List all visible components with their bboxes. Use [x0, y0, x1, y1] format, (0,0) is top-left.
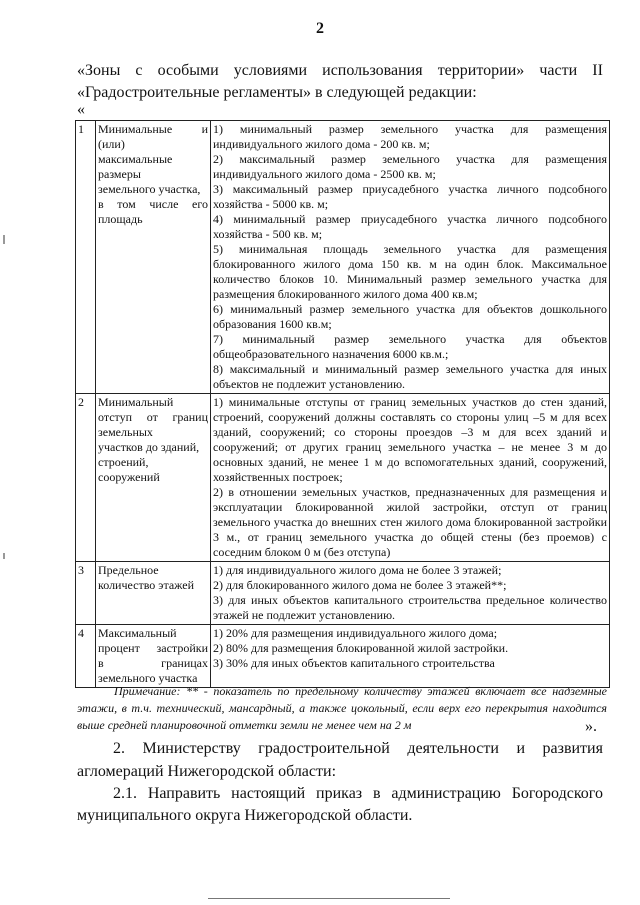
clause-word: 2.1.: [113, 785, 137, 802]
intro-line-2: «Градостроительные регламенты» в следующей редакции:: [77, 84, 477, 101]
footnote: Примечание: ** - показатель по предельному количеству этажей включает все надземные этажи, в т.ч. технический, мансардный, а также цокольный, если верх его перекрытия находится выше средней планировочной отметки земли не менее чем на 2 м: [77, 684, 607, 732]
clause-word: в: [372, 785, 381, 802]
parameter-line: строений,: [98, 455, 149, 469]
clause-word: Направить: [147, 785, 221, 802]
value-cell: [211, 562, 610, 625]
parameter-cell: [96, 394, 211, 562]
list-item: 3) для иных объектов капитального строительства предельное количество этажей не подлежит установлению.: [213, 593, 607, 622]
list-item: 4) минимальный размер приусадебного участка личного подсобного хозяйства - 500 кв. м;: [213, 212, 607, 241]
clause-2-line-1: [113, 738, 603, 760]
list-item: 5) минимальная площадь земельного участка для размещения блокированного жилого дома 150 кв. м на один блок. Максимальное количество блоков 10. Минимальный размер земельного участка для размещения блокированного жилого дома 400 кв.м;: [213, 242, 607, 301]
table-row: [76, 394, 610, 562]
parameter-line: количество этажей: [98, 578, 195, 592]
margin-mark: [3, 235, 5, 244]
parameter-line: в границах: [98, 656, 208, 670]
intro-word: использования: [322, 62, 423, 79]
table-row: [76, 562, 610, 625]
regulations-table: [75, 120, 610, 688]
clause-2-1-line-1: [113, 783, 603, 805]
list-item: 7) минимальный размер земельного участка для объектов общеобразовательного назначения 6000 кв.м.;: [213, 332, 607, 361]
parameter-line: Минимальный: [98, 395, 174, 409]
row-number: 2: [76, 394, 96, 562]
clause-word: приказ: [316, 785, 363, 802]
parameter-line: земельных: [98, 425, 153, 439]
clause-2-line-2: агломераций Нижегородской области:: [77, 763, 337, 780]
value-cell: [211, 394, 610, 562]
parameter-line: (или): [98, 137, 125, 151]
parameter-line: земельного участка,: [98, 182, 201, 196]
value-cell: [211, 121, 610, 394]
list-item: 2) для блокированного жилого дома не более 3 этажей**;: [213, 578, 507, 592]
parameter-cell: [96, 625, 211, 688]
list-item: 6) минимальный размер земельного участка для объектов дошкольного образования 1600 кв.м;: [213, 302, 607, 331]
clause-word: градостроительной: [258, 740, 390, 757]
parameter-line: участков до зданий,: [98, 440, 200, 454]
page-number: 2: [316, 20, 324, 37]
list-item: 2) в отношении земельных участков, предназначенных для размещения и эксплуатации блокированной жилой застройки, отступ от границ земельного участка до внешних стен жилого дома блокированной застройки 3 м., от границ земельного участка до общей стены (без проемов) с соседним блоком 0 м (без отступа): [213, 485, 607, 559]
list-item: 3) максимальный размер приусадебного участка личного подсобного хозяйства - 5000 кв. м;: [213, 182, 607, 211]
intro-word: «Зоны: [77, 62, 121, 79]
clause-word: настоящий: [231, 785, 306, 802]
clause-word: деятельности: [407, 740, 499, 757]
quote-close: ».: [585, 718, 597, 735]
intro-word: условиями: [233, 62, 308, 79]
parameter-line: в том числе его: [98, 197, 208, 211]
parameter-line: Максимальный: [98, 626, 177, 640]
intro-word: особыми: [157, 62, 219, 79]
list-item: 1) минимальный размер земельного участка для размещения индивидуального жилого дома - 200 кв. м;: [213, 122, 607, 151]
table-row: [76, 121, 610, 394]
parameter-line: земельного участка: [98, 671, 198, 685]
clause-word: Министерству: [142, 740, 241, 757]
list-item: 1) минимальные отступы от границ земельных участков до стен зданий, строений, сооружений должны составлять со стороны улиц –5 м для всех зданий, сооружений; со стороны проездов –3 м для всех зданий и сооружений; от других границ земельного участка – не менее 3 м до основных зданий, не менее 1 м до вспомогательных зданий, сооружений, хозяйственных построек;: [213, 395, 607, 484]
clause-word: и: [516, 740, 525, 757]
parameter-line: размеры: [98, 167, 141, 181]
parameter-line: Минимальные и: [98, 122, 208, 136]
clause-word: администрацию: [391, 785, 501, 802]
intro-word: территории»: [437, 62, 525, 79]
clause-word: Богородского: [511, 785, 603, 802]
row-number: 3: [76, 562, 96, 625]
parameter-line: сооружений: [98, 470, 160, 484]
intro-word: II: [592, 62, 603, 79]
list-item: 1) 20% для размещения индивидуального жилого дома;: [213, 626, 498, 640]
row-number: 4: [76, 625, 96, 688]
clause-word: 2.: [113, 740, 125, 757]
parameter-line: максимальные: [98, 152, 173, 166]
scan-artifact-line: [208, 898, 450, 899]
parameter-line: процент застройки: [98, 641, 208, 655]
list-item: 2) максимальный размер земельного участка для размещения индивидуального жилого дома - 2500 кв. м;: [213, 152, 607, 181]
clause-word: развития: [542, 740, 603, 757]
list-item: 2) 80% для размещения блокированной жилой застройки.: [213, 641, 509, 655]
parameter-line: площадь: [98, 212, 143, 226]
margin-mark: [3, 553, 5, 559]
parameter-cell: [96, 562, 211, 625]
parameter-cell: [96, 121, 211, 394]
table-row: [76, 625, 610, 688]
list-item: 8) максимальный и минимальный размер земельного участка для иных объектов не подлежит установлению.: [213, 362, 607, 391]
intro-word: части: [539, 62, 578, 79]
list-item: 3) 30% для иных объектов капитального строительства: [213, 656, 495, 670]
list-item: 1) для индивидуального жилого дома не более 3 этажей;: [213, 563, 502, 577]
intro-line-1: [77, 60, 603, 82]
value-cell: [211, 625, 610, 688]
row-number: 1: [76, 121, 96, 394]
intro-word: с: [135, 62, 143, 79]
parameter-line: отступ от границ: [98, 410, 208, 424]
quote-open: «: [77, 101, 85, 118]
parameter-line: Предельное: [98, 563, 159, 577]
clause-2-1-line-2: муниципального округа Нижегородской области.: [77, 807, 413, 824]
